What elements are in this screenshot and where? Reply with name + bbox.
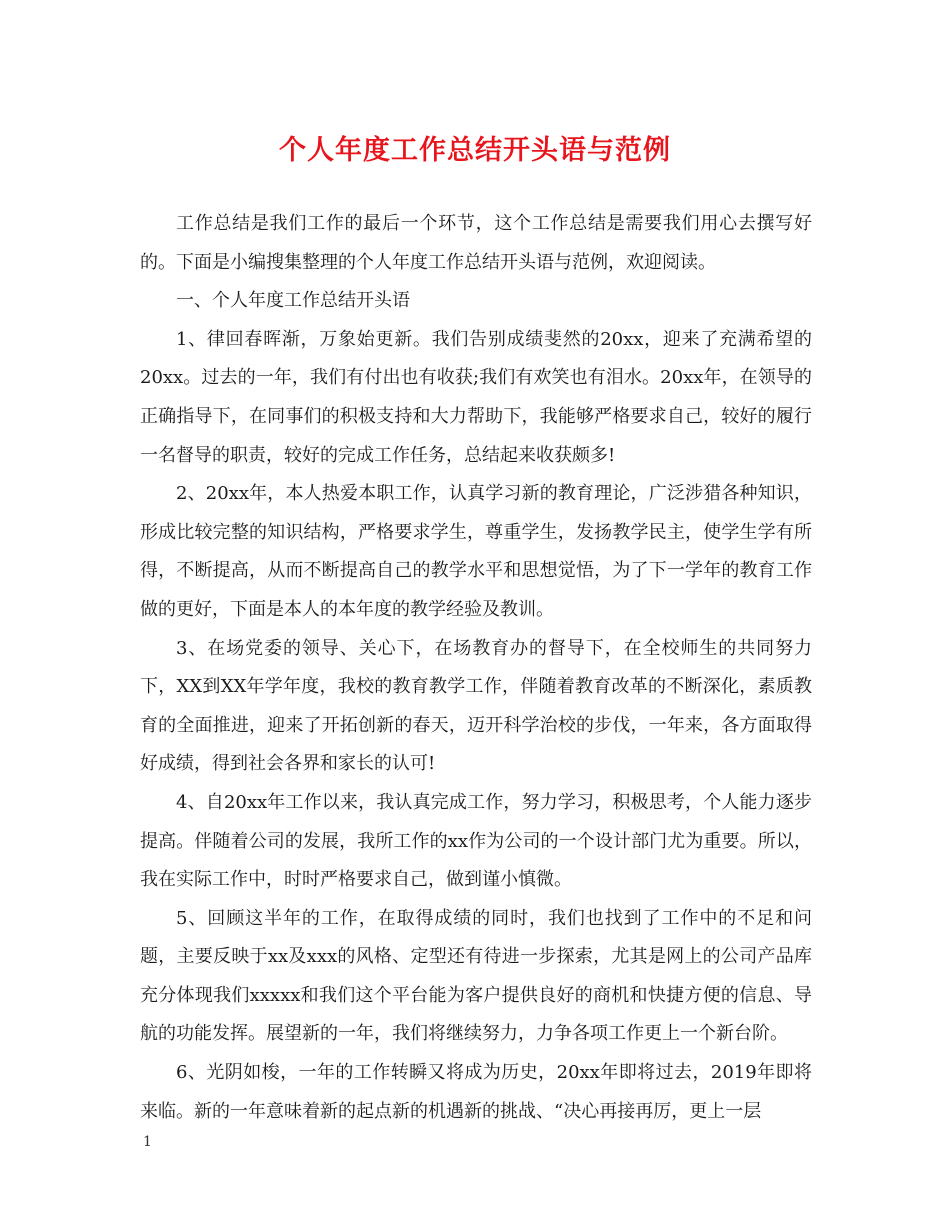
paragraph-1: 1、律回春晖渐，万象始更新。我们告别成绩斐然的20xx，迎来了充满希望的20xx。过去的一年，我们有付出也有收获;我们有欢笑也有泪水。20xx年，在领导的正确指导下，在同事们的积极支持和大力帮助下，我能够严格要求自己，较好的履行一名督导的职责，较好的完成工作任务，总结起来收获颇多! [140, 328, 812, 466]
page-number: 1 [143, 1134, 152, 1150]
intro-paragraph: 工作总结是我们工作的最后一个环节，这个工作总结是需要我们用心去撰写好的。下面是小编搜集整理的个人年度工作总结开头语与范例，欢迎阅读。 [140, 213, 812, 273]
document-body [140, 205, 812, 1131]
paragraph-5: 5、回顾这半年的工作，在取得成绩的同时，我们也找到了工作中的不足和问题，主要反映于xx及xxx的风格、定型还有待进一步探索，尤其是网上的公司产品库充分体现我们xxxxx和我们这个平台能为客户提供良好的商机和快捷方便的信息、导航的功能发挥。展望新的一年，我们将继续努力，力争各项工作更上一个新台阶。 [140, 907, 812, 1045]
paragraph-6: 6、光阴如梭，一年的工作转瞬又将成为历史，20xx年即将过去，2019年即将来临。新的一年意味着新的起点新的机遇新的挑战、“决心再接再厉，更上一层 [140, 1062, 812, 1122]
section-heading: 一、个人年度工作总结开头语 [176, 290, 410, 312]
paragraph-4: 4、自20xx年工作以来，我认真完成工作，努力学习，积极思考，个人能力逐步提高。伴随着公司的发展，我所工作的xx作为公司的一个设计部门尤为重要。所以，我在实际工作中，时时严格要求自己，做到谨小慎微。 [140, 791, 812, 891]
document-title: 个人年度工作总结开头语与范例 [279, 135, 671, 166]
paragraph-3: 3、在场党委的领导、关心下，在场教育办的督导下，在全校师生的共同努力下，XX到XX年学年度，我校的教育教学工作，伴随着教育改革的不断深化，素质教育的全面推进，迎来了开拓创新的春天，迈开科学治校的步伐，一年来，各方面取得好成绩，得到社会各界和家长的认可! [140, 637, 812, 775]
paragraph-2: 2、20xx年，本人热爱本职工作，认真学习新的教育理论，广泛涉猎各种知识，形成比较完整的知识结构，严格要求学生，尊重学生，发扬教学民主，使学生学有所得，不断提高，从而不断提高自己的教学水平和思想觉悟，为了下一学年的教育工作做的更好，下面是本人的本年度的教学经验及教训。 [140, 483, 812, 620]
